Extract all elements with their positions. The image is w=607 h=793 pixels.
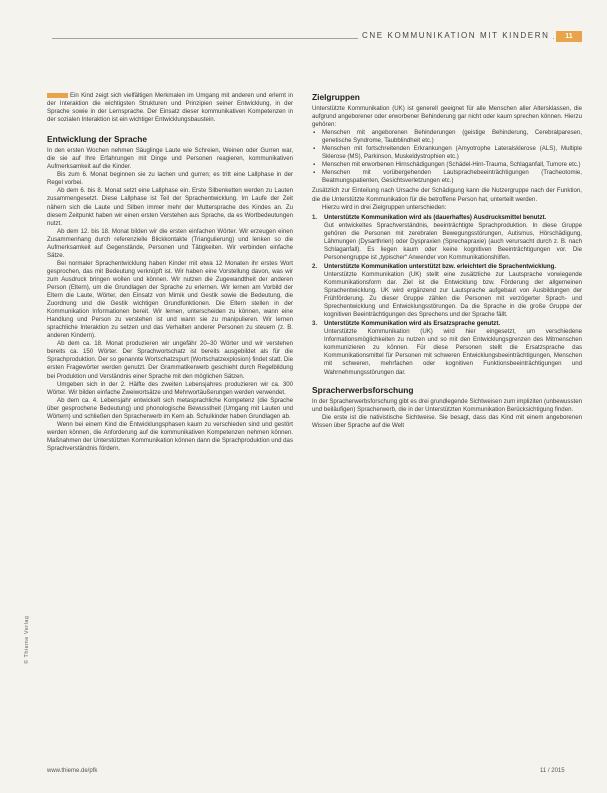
paragraph: Die erste ist die nativistische Sichtweise. Sie besagt, dass das Kind mit einem angeborenen Wissen über Sprache auf die Welt xyxy=(312,413,582,429)
paragraph: In der Spracherwerbsforschung gibt es drei grundlegende Sichtweisen zum impliziten (unbewussten und beiläufigen) Spracherwerb, die in der Unterstützten Kommunikation Berücksichtigung finden. xyxy=(312,397,582,413)
list-item-body: Gut entwickeltes Sprachverständnis, beeinträchtigte Sprachproduktion. In diese Gruppe gehören die Personen mit zerebralen Bewegungsstörungen, Autismus, Hörschädigung, Lähmungen (Dysarthrien) oder Dyspraxien (Sprechapraxie) (auch verursacht durch z. B. nach Schlaganfall). Es liegen kaum oder keine kognitiven Beeinträchtigungen vor. Die Personengruppe ist „typischer“ Anwender von Kommunikationshilfen. xyxy=(324,221,582,261)
paragraph: Umgeben sich in der 2. Hälfte des zweiten Lebensjahres produzieren wir ca. 300 Wörter. Wir bilden einfache Zweiwortsätze und Mehrwortäußerungen werden verwendet. xyxy=(47,380,293,396)
list-item xyxy=(312,320,582,376)
list-item-title: Unterstützte Kommunikation wird als Ersatzsprache genutzt. xyxy=(324,320,501,328)
bullet-list xyxy=(312,129,582,185)
footer-url: www.thieme.de/pfk xyxy=(47,768,98,774)
paragraph: Wenn bei einem Kind die Entwicklungsphasen kaum zu verschieden sind und gestört werden können, die Anforderung auf die kommunikativen Kompetenzen nehmen können. Maßnahmen der Unterstützten Kommunikation können dann die Sprachproduktion und das Sprachverständnis fördern. xyxy=(47,420,293,452)
list-item-title: Unterstützte Kommunikation unterstützt bzw. erleichtert die Sprachentwicklung. xyxy=(324,262,557,270)
section-heading-entwicklung: Entwicklung der Sprache xyxy=(47,134,148,145)
paragraph: Ab dem 12. bis 18. Monat bilden wir die ersten einfachen Wörter. Wir erzeugen einen Zusammenhang durch referenzielle Blickkontakte (Triangulierung) und lenken so die Aufmerksamkeit auf Gegenstände, Personen und Tätigkeiten. Wir verbinden einfache Sätze. xyxy=(47,227,293,259)
paragraph: Ab dem ca. 18. Monat produzieren wir ungefähr 20–30 Wörter und wir verstehen bereits ca. 150 Wörter. Der Sprachwortschatz ist bereits ausgebildet als für die Sprachproduktion. Der so genannte Wortschatzspurt (Wortschatzexplosion) findet statt. Die ersten Fragewörter werden genutzt. Der Grammatikerwerb geschieht durch Regelbildung bei Produktion und Verständnis einer Sprache mit den möglichen Sätzen. xyxy=(47,340,294,380)
paragraph: Bis zum 6. Monat beginnen sie zu lachen und gurren; es tritt eine Lallphase in der Regel vorbei. xyxy=(47,171,293,187)
paragraph: In den ersten Wochen nehmen Säuglinge Laute wie Schreien, Weinen oder Gurren war, die sie auf Ihre Erfahrungen mit Dinge und Personen reagieren, kommunikativen Aufmerksamkeit auf die Kinder. xyxy=(47,147,293,171)
list-item xyxy=(312,263,582,319)
paragraph: Zusätzlich zur Einteilung nach Ursache der Schädigung kann die Nutzergruppe nach der Funktion, die die Unterstützte Kommunikation für die betroffene Person hat, unterteilt werden. xyxy=(312,187,582,203)
section-title: CNE KOMMUNIKATION MIT KINDERN xyxy=(358,31,553,40)
list-item: ▪ Menschen mit vorübergehenden Lautsprachebeeinträchtigungen (Tracheotomie, Beatmungspatienten, Gesichtsverletzungen etc.) xyxy=(312,169,582,185)
intro-paragraph: Ein Kind zeigt sich vielfältigen Merkmalen im Umgang mit anderen und erlernt in der Interaktion die wichtigsten Strukturen und Prinzipien seiner Entwicklung, in der Sprache sowie in der Lernsprache. Der Einsatz dieser kommunikativen Kompetenzen in der sozialen Interaktion ist ein wichtiger Entwicklungsbaustein. xyxy=(47,92,293,124)
list-number: 3. xyxy=(312,320,318,328)
list-item-body: Unterstützte Kommunikation (UK) wird hier eingesetzt, um verschiedene Informationsmöglichkeiten zu nutzen und so mit den Entwicklungsgrenzen des Mitmenschen kommunizieren zu können. Für diese Personen stellt die Ersatzsprache das Kommunikationsmittel für Personen mit schweren Entwicklungsbeeinträchtigungen, Menschen mit schweren, mehrfachen oder kognitiven Funktionsbeeinträchtigungen und Wahrnehmungsstörungen dar. xyxy=(324,328,582,376)
list-item xyxy=(312,214,582,262)
section-heading-spracherwerb: Spracherwerbsforschung xyxy=(312,384,414,395)
side-caption: © Thieme Verlag xyxy=(24,615,30,664)
paragraph: Ab dem 6. bis 8. Monat setzt eine Lallphase ein. Erste Silbenketten werden zu Lauten zusammengesetzt. Diese Lallphase ist Teil der Sprachentwicklung. Im Laufe der Zeit nähern sich die Laute und Silben immer mehr der Muttersprache des Kindes an. Zu diesem Zeitpunkt haben wir einen ersten Verstehen aus Sprache, da es Wortbedeutungen nutzt. xyxy=(47,187,293,227)
paragraph: Bei normaler Sprachentwicklung haben Kinder mit etwa 12 Monaten ihr erstes Wort gesprochen, das mit Bedeutung verknüpft ist. Wir haben eine Vorstellung davon, was wir zum Ausdruck bringen wollen und können. Wir nutzen die Zugewandtheit der anderen Person (Eltern), um die Grundlagen der Sprache zu erlernen. Wir lernen am Vorbild der Eltern die Laute, Wörter, den Einsatz von Mimik und Gestik sowie die Bedeutung, die Zuordnung und die Gestik wichtigen Grundfunktionen. Die Eltern stellen in der Kommunikation Informationen bereit. Wir lernen, unterscheiden zu können, wann eine Handlung und Person zu verstehen ist und wann sie zu manipulieren. Wir lernen sprachliche Interaktion zu setzen und das Verhalten anderer Personen zu steuern (z. B. anderen Kindern). xyxy=(47,259,293,340)
left-column xyxy=(47,92,293,453)
footer-issue: 11 / 2015 xyxy=(540,768,565,774)
page-number-badge: 11 xyxy=(556,31,582,42)
list-item: ▪ Menschen mit fortschreitenden Erkrankungen (Amyotrophe Lateralsklerose (ALS), Multiple Sklerose (MS), Parkinson, Muskeldystrophien etc.) xyxy=(312,145,582,161)
list-item: ▪ Menschen mit erworbenen Hirnschädigungen (Schädel-Hirn-Trauma, Schlaganfall, Tumore etc.) xyxy=(312,161,582,169)
numbered-list xyxy=(312,214,582,377)
list-item: ▪ Menschen mit angeborenen Behinderungen (geistige Behinderung, Cerebralparesen, genetische Syndrome, Taubblindheit etc.) xyxy=(312,129,582,145)
intro-marker xyxy=(47,93,68,98)
paragraph: Ab dem ca. 4. Lebensjahr entwickelt sich metasprachliche Kompetenz (die Sprache über gesprochene Bedeutung) und phonologische Bewusstheit (Umgang mit Lauten und Wörtern) und schließen den Spracherwerb im Kern ab. Schulkinder haben Grundlagen ab. xyxy=(47,396,293,420)
list-item-body: Unterstützte Kommunikation (UK) stellt eine zusätzliche zur Lautsprache vorwiegende Kommunikationsform dar. Ziel ist die Entwicklung bzw. Förderung der allgemeinen Sprachentwicklung. UK wird ergänzend zur Lautsprache aufgebaut von Ausbildungen der Frühförderung. Zu dieser Gruppe zählen die Personen mit verzögerter Sprach- und Sprechentwicklung und Entwicklungsstörungen. Da die Sprache in die große Gruppe der kognitiven Beeinträchtigungen des Sprechens und der Sprache fällt. xyxy=(324,270,582,319)
right-column xyxy=(312,92,582,430)
list-item-title: Unterstützte Kommunikation wird als (dauerhaftes) Ausdrucksmittel benutzt. xyxy=(324,213,547,221)
paragraph: Unterstützte Kommunikation (UK) ist generell geeignet für alle Menschen aller Altersklassen, die aufgrund angeborener oder erworbener Behinderung gar nicht oder kaum sprechen können. Hierzu gehören: xyxy=(312,105,582,129)
paragraph: Hierzu wird in drei Zielgruppen unterschieden: xyxy=(322,203,447,211)
list-number: 1. xyxy=(312,213,318,221)
list-number: 2. xyxy=(312,262,318,270)
section-heading-zielgruppen: Zielgruppen xyxy=(312,92,360,102)
